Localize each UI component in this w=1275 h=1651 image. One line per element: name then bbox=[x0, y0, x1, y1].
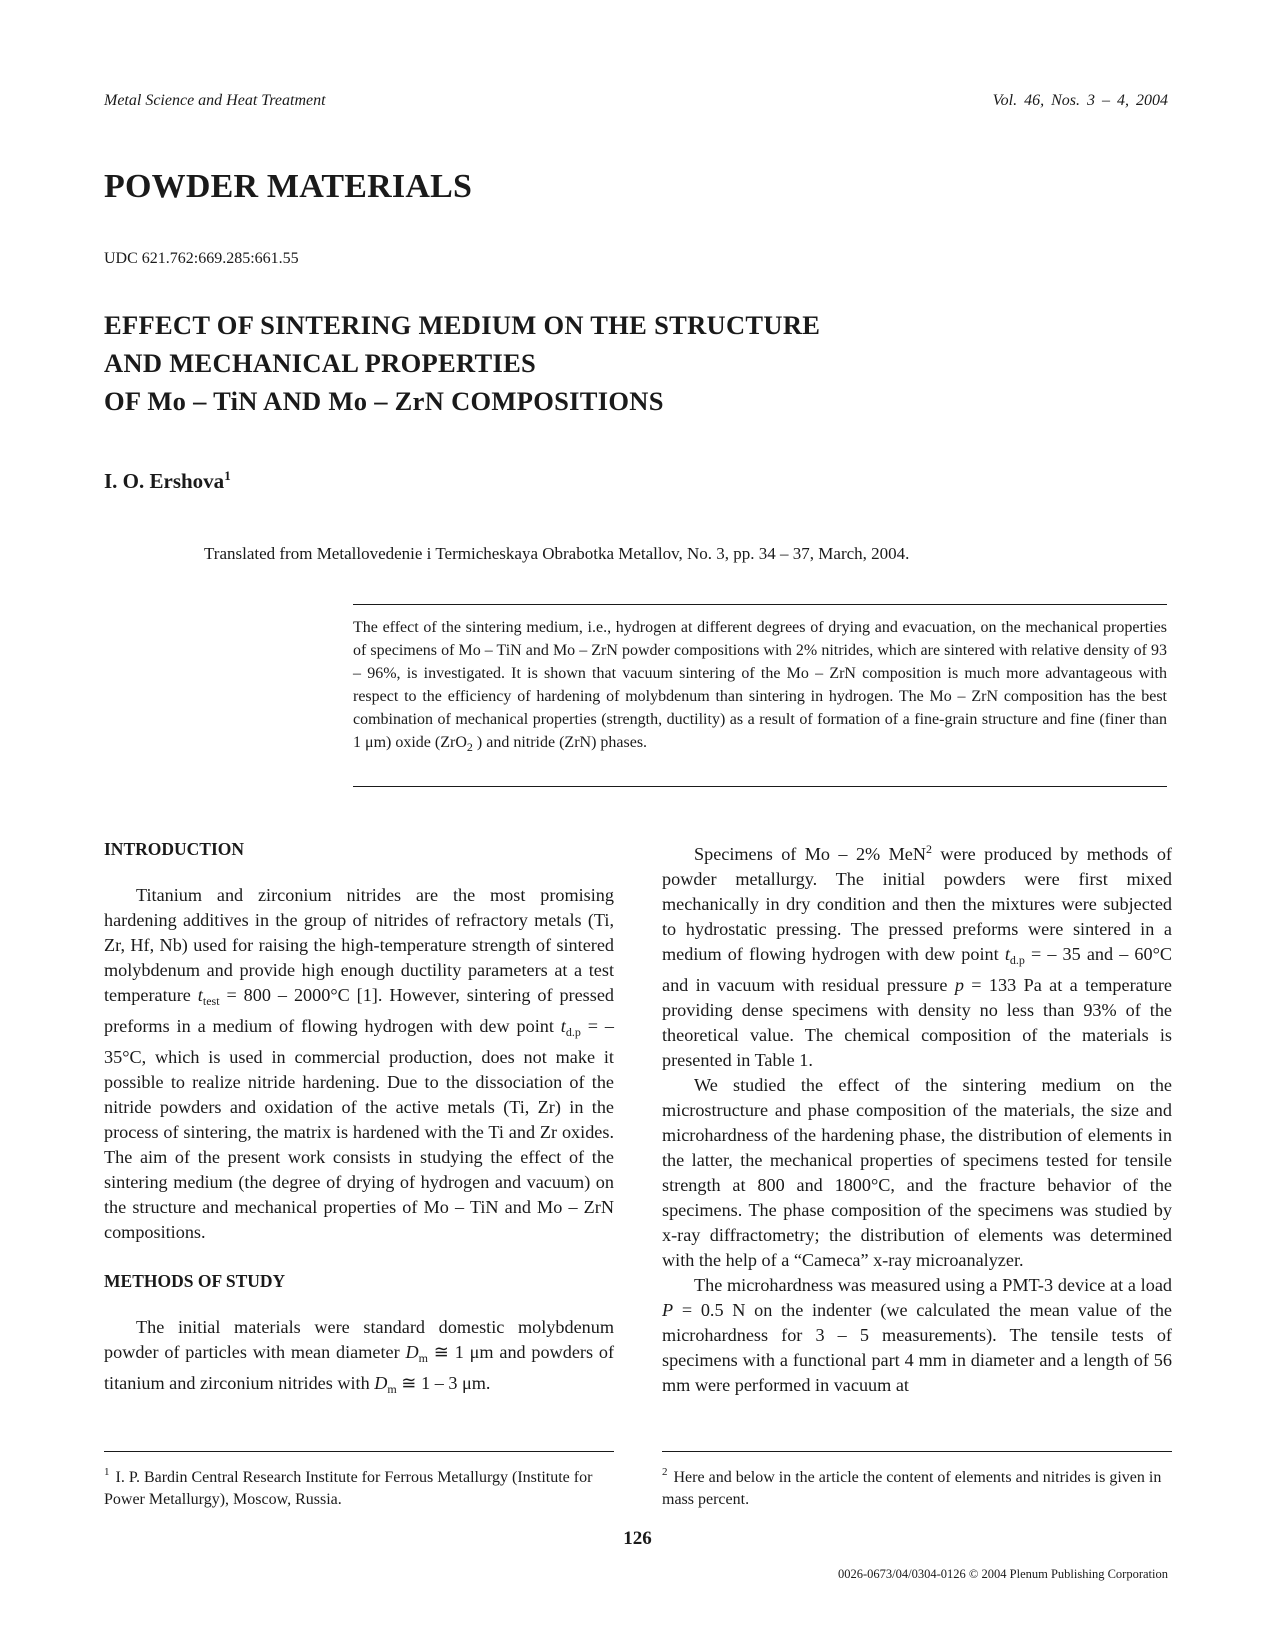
footnote-rule-left bbox=[104, 1451, 614, 1452]
author-name: I. O. Ershova bbox=[104, 469, 225, 493]
footnote-2: $^2$ Here and below in the article the content of elements and nitrides is given in mass percent. bbox=[662, 1466, 1162, 1508]
copyright-line: 0026-0673/04/0304-0126 © 2004 Plenum Publishing Corporation bbox=[838, 1567, 1168, 1581]
abstract-subscript: 2 bbox=[466, 740, 473, 754]
introduction-heading: INTRODUCTION bbox=[104, 839, 245, 859]
footnote-rule-right bbox=[662, 1451, 1172, 1452]
section-title: POWDER MATERIALS bbox=[104, 168, 473, 205]
right-column bbox=[662, 837, 1172, 1398]
title-line: EFFECT OF SINTERING MEDIUM ON THE STRUCTURE bbox=[104, 310, 821, 340]
left-column bbox=[104, 837, 614, 1402]
methods-heading: METHODS OF STUDY bbox=[104, 1271, 286, 1291]
abstract-tail: ) and nitride (ZrN) phases. bbox=[472, 734, 648, 751]
article-title bbox=[104, 306, 820, 420]
author-footnote-mark: 1 bbox=[224, 468, 231, 483]
specimens-paragraph: Specimens of Mo – 2% MeN$^2$ were produced by methods of powder metallurgy. The initial powders were first mixed mechanically in dry condition and then the mixtures were subjected to hydrostatic pressing. The pressed preforms were sintered in a medium of flowing hydrogen with dew point $t_{d.p}$ = – 35 and – 60°C and in vacuum with residual pressure p = 133 Pa at a temperature providing dense specimens with density no less than 93% of the theoretical value. The chemical composition of the materials is presented in Table 1. bbox=[662, 842, 1173, 1070]
udc-code: UDC 621.762:669.285:661.55 bbox=[104, 250, 299, 267]
translation-note: Translated from Metallovedenie i Termicheskaya Obrabotka Metallov, No. 3, pp. 34 – 37, March, 2004. bbox=[204, 544, 910, 563]
journal-name: Metal Science and Heat Treatment bbox=[104, 92, 326, 109]
methods-paragraph: The initial materials were standard domestic molybdenum powder of particles with mean diameter $D_m$ ≅ 1 μm and powders of titanium and zirconium nitrides with $D_m$ ≅ 1 – 3 μm. bbox=[104, 1317, 615, 1396]
abstract-bottom-rule bbox=[353, 786, 1167, 787]
abstract-top-rule bbox=[353, 604, 1167, 605]
author bbox=[104, 468, 231, 494]
title-line: AND MECHANICAL PROPERTIES bbox=[104, 348, 537, 378]
title-line: OF Mo – TiN AND Mo – ZrN COMPOSITIONS bbox=[104, 386, 664, 416]
microhardness-paragraph: The microhardness was measured using a PMT-3 device at a load P = 0.5 N on the indenter (we calculated the mean value of the microhardness for 3 – 5 measurements). The tensile tests of specimens with a functional part 4 mm in diameter and a length of 56 mm were performed in vacuum at bbox=[662, 1275, 1172, 1395]
study-paragraph: We studied the effect of the sintering medium on the microstructure and phase composition of the materials, the size and microhardness of the hardening phase, the distribution of elements in the latter, the mechanical properties of specimens tested for tensile strength at 800 and 1800°C, and the fracture behavior of the specimens. The phase composition of the specimens was studied by x-ray diffractometry; the distribution of elements was determined with the help of a “Cameca” x-ray microanalyzer. bbox=[662, 1075, 1172, 1270]
footnote-1: $^1$ I. P. Bardin Central Research Institute for Ferrous Metallurgy (Institute for Power Metallurgy), Moscow, Russia. bbox=[104, 1466, 593, 1508]
page-number: 126 bbox=[623, 1528, 652, 1549]
abstract-text: The effect of the sintering medium, i.e., hydrogen at different degrees of drying and evacuation, on the mechanical properties of specimens of Mo – TiN and Mo – ZrN powder compositions with 2% nitrides, which are sintered with relative density of 93 – 96%, is investigated. It is shown that vacuum sintering of the Mo – ZrN composition is much more advantageous with respect to the efficiency of hardening of molybdenum than sintering in hydrogen. The Mo – ZrN composition has the best combination of mechanical properties (strength, ductility) as a result of formation of a fine-grain structure and fine (finer than 1 μm) oxide (ZrO bbox=[353, 619, 1167, 751]
introduction-paragraph: Titanium and zirconium nitrides are the most promising hardening additives in the group of nitrides of refractory metals (Ti, Zr, Hf, Nb) used for raising the high-temperature strength of sintered molybdenum and provide high enough ductility parameters at a test temperature $t_{test} = 800 - 2000^\circ C$ [1]. However, sintering of pressed preforms in a medium of flowing hydrogen with dew point $t_{d.p}$ = – 35°C, which is used in commercial production, does not make it possible to realize nitride hardening. Due to the dissociation of the nitride powders and oxidation of the active metals (Ti, Zr) in the process of sintering, the matrix is hardened with the Ti and Zr oxides. The aim of the present work consists in studying the effect of the sintering medium (the degree of drying of hydrogen and vacuum) on the structure and mechanical properties of Mo – TiN and Mo – ZrN compositions. bbox=[104, 885, 615, 1242]
abstract bbox=[353, 616, 1167, 759]
volume-info: Vol. 46, Nos. 3 – 4, 2004 bbox=[992, 92, 1168, 109]
